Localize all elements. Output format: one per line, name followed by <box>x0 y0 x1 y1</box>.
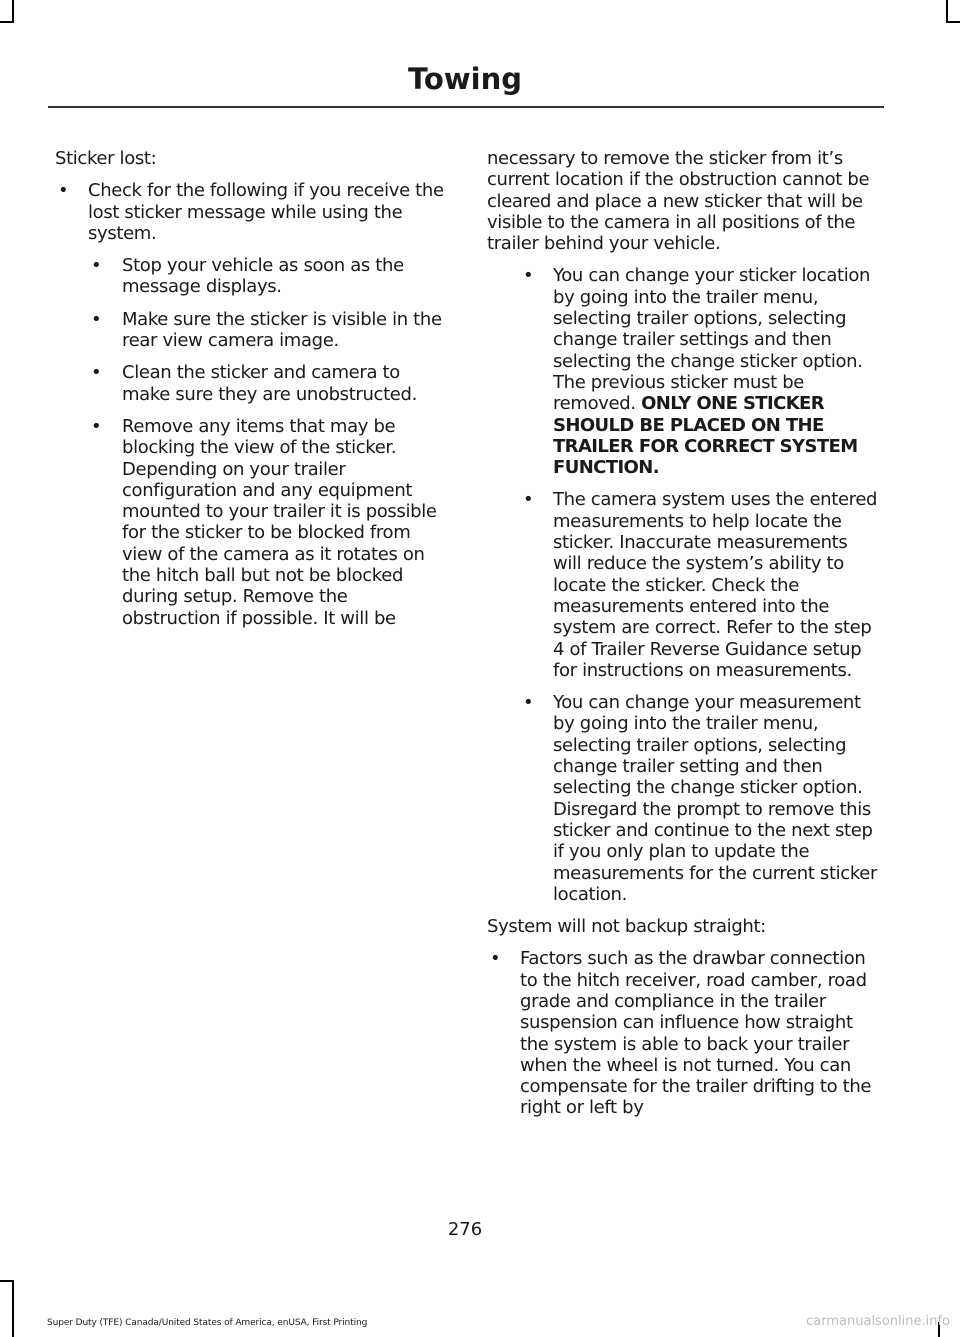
left-column <box>55 148 448 629</box>
section-heading-sticker-lost: Sticker lost: <box>55 148 157 169</box>
list-item-text: You can change your sticker location by going into the trailer menu, selecting trailer options, selecting change trailer settings and then selecting the change sticker option. The previous sticker must be removed. <box>553 265 871 415</box>
sub-bullet-list <box>88 255 448 629</box>
bullet-icon: • <box>91 308 102 330</box>
continued-paragraph: necessary to remove the sticker from it’s current location if the obstruction cannot be cleared and place a new sticker that will be visible to the camera in all positions of the trailer behind your vehicle. <box>487 148 870 255</box>
list-item <box>520 265 880 478</box>
page-title: Towing <box>408 62 522 96</box>
section-heading-backup-straight: System will not backup straight: <box>487 916 766 938</box>
bullet-icon: • <box>58 180 69 202</box>
bullet-icon: • <box>91 415 102 437</box>
bullet-icon: • <box>91 255 102 277</box>
bullet-icon: • <box>490 948 501 970</box>
list-item-text: Factors such as the drawbar connection to the hitch receiver, road camber, road grade and compliance in the trailer suspension can influence how straight the system is able to back your trailer when the wheel is not turned. You can compensate for the trailer drifting to the right or left by <box>520 948 872 1119</box>
footer-edition: Super Duty (TFE) Canada/United States of America, enUSA, First Printing <box>47 1318 368 1328</box>
list-item <box>487 948 880 1118</box>
crop-mark-top-left-v <box>12 0 14 22</box>
list-item <box>88 255 448 298</box>
list-item <box>88 309 448 352</box>
list-item <box>520 692 880 905</box>
bullet-icon: • <box>523 489 534 511</box>
list-item-text: The camera system uses the entered measurements to help locate the sticker. Inaccurate measurements will reduce the system’s ability to locate the sticker. Check the measurements entered into the system are correct. Refer to the step 4 of Trailer Reverse Guidance setup for instructions on measurements. <box>553 489 878 681</box>
list-item <box>88 416 448 629</box>
list-item-text: Make sure the sticker is visible in the rear view camera image. <box>122 308 442 352</box>
crop-mark-top-left-h <box>0 21 14 23</box>
list-item <box>88 362 448 405</box>
bullet-icon: • <box>523 692 534 714</box>
watermark: carmanualsonline.info <box>806 1314 950 1329</box>
crop-mark-bottom-left-v <box>12 1280 14 1337</box>
bullet-list <box>55 180 448 629</box>
list-item-text: Check for the following if you receive the lost sticker message while using the system. <box>88 180 444 244</box>
list-item-text: Clean the sticker and camera to make sure they are unobstructed. <box>122 362 417 405</box>
bullet-icon: • <box>91 362 102 384</box>
crop-mark-bottom-left-h <box>0 1280 14 1282</box>
crop-mark-top-right-h <box>946 21 960 23</box>
bullet-list <box>487 948 880 1118</box>
list-item-text: Remove any items that may be blocking the view of the sticker. Depending on your trailer configuration and any equipment mounted to your trailer it is possible for the sticker to be blocked from view of the camera as it rotates on the hitch ball but not be blocked during setup. Remove the obstruction if possible. It will be <box>122 415 437 629</box>
sub-bullet-list-continued <box>520 265 880 905</box>
bullet-icon: • <box>523 265 534 287</box>
list-item-text: Stop your vehicle as soon as the message displays. <box>122 255 404 298</box>
warning-text: ONLY ONE STICKER SHOULD BE PLACED ON THE TRAILER FOR CORRECT SYSTEM FUNCTION. <box>553 393 858 479</box>
list-item <box>55 180 448 629</box>
header-rule <box>48 106 884 108</box>
right-column <box>487 148 880 1119</box>
page-number: 276 <box>447 1219 483 1240</box>
list-item-text: You can change your measurement by going into the trailer menu, selecting trailer options, selecting change trailer setting and then selecting the change sticker option. Disregard the prompt to remove this sticker and continue to the next step if you only plan to update the measurements for the current sticker location. <box>553 692 878 905</box>
crop-mark-top-right-v <box>946 0 948 22</box>
list-item <box>520 489 880 681</box>
